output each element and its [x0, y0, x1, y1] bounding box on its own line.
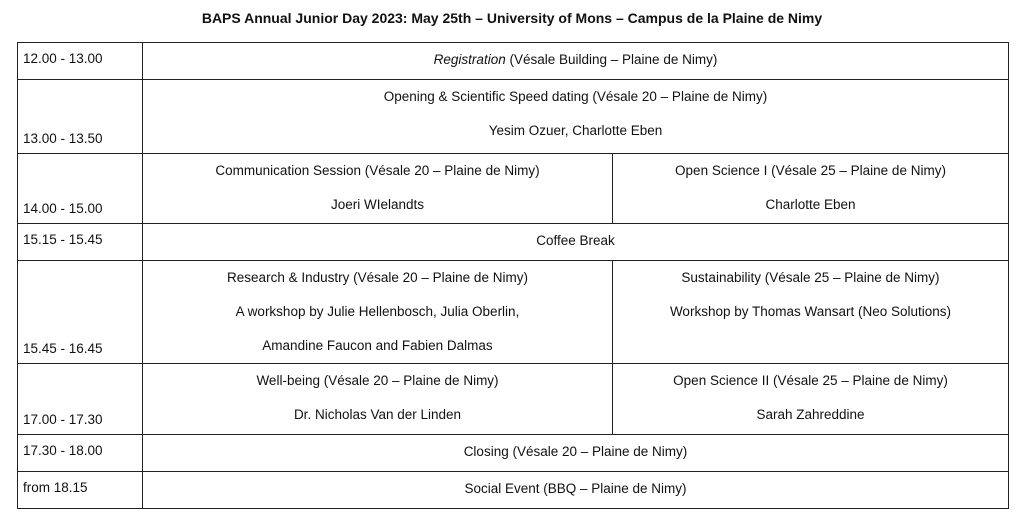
session-cell-left — [143, 261, 613, 364]
page-title: BAPS Annual Junior Day 2023: May 25th – University of Mons – Campus de la Plaine de Nimy — [201, 10, 823, 26]
session-cell-right — [613, 261, 1009, 364]
event-line: Workshop by Thomas Wansart (Neo Solutions) — [669, 304, 952, 319]
table-row — [18, 364, 1009, 435]
table-row — [18, 261, 1009, 364]
event-line: Closing (Vésale 20 – Plaine de Nimy) — [463, 444, 688, 459]
table-row — [18, 472, 1009, 509]
event-cell — [143, 224, 1009, 261]
event-line: Coffee Break — [536, 233, 615, 248]
table-row — [18, 80, 1009, 154]
event-emphasis: Registration — [433, 52, 506, 67]
event-cell — [143, 472, 1009, 509]
session-cell-right — [613, 364, 1009, 435]
event-rest: (Vésale Building – Plaine de Nimy) — [505, 52, 718, 67]
event-line: Yesim Ozuer, Charlotte Eben — [488, 123, 663, 138]
time-label: 17.30 - 18.00 — [23, 443, 103, 458]
time-label: from 18.15 — [23, 480, 88, 495]
event-line: Open Science I (Vésale 25 – Plaine de Nimy) — [675, 163, 946, 178]
time-cell — [18, 472, 143, 509]
time-label: 17.00 - 17.30 — [23, 412, 103, 427]
event-line: A workshop by Julie Hellenbosch, Julia Oberlin, — [235, 304, 520, 319]
time-label: 14.00 - 15.00 — [23, 201, 103, 216]
time-cell — [18, 80, 143, 154]
session-cell-left — [143, 154, 613, 224]
event-cell — [143, 43, 1009, 80]
time-cell — [18, 435, 143, 472]
time-cell — [18, 364, 143, 435]
event-line: Social Event (BBQ – Plaine de Nimy) — [464, 481, 687, 496]
event-cell — [143, 435, 1009, 472]
event-line — [143, 43, 1008, 77]
event-line: Joeri WIelandts — [330, 197, 425, 212]
event-line: Open Science II (Vésale 25 – Plaine de Nimy) — [673, 373, 948, 388]
event-line: Sarah Zahreddine — [756, 407, 865, 422]
event-line: Well-being (Vésale 20 – Plaine de Nimy) — [256, 373, 499, 388]
table-row — [18, 154, 1009, 224]
event-line: Communication Session (Vésale 20 – Plaine de Nimy) — [215, 163, 540, 178]
table-row — [18, 224, 1009, 261]
event-line: Dr. Nicholas Van der Linden — [293, 407, 462, 422]
event-line: Sustainability (Vésale 25 – Plaine de Nimy) — [681, 270, 940, 285]
event-line: Charlotte Eben — [765, 197, 856, 212]
table-row — [18, 435, 1009, 472]
session-cell-left — [143, 364, 613, 435]
time-cell — [18, 154, 143, 224]
event-line: Research & Industry (Vésale 20 – Plaine de Nimy) — [227, 270, 528, 285]
time-cell — [18, 224, 143, 261]
time-cell — [18, 261, 143, 364]
time-label: 12.00 - 13.00 — [23, 51, 103, 66]
event-cell — [143, 80, 1009, 154]
schedule-table — [17, 42, 1009, 509]
session-cell-right — [613, 154, 1009, 224]
event-line: Opening & Scientific Speed dating (Vésale 20 – Plaine de Nimy) — [383, 89, 768, 104]
table-row — [18, 43, 1009, 80]
time-cell — [18, 43, 143, 80]
event-line: Amandine Faucon and Fabien Dalmas — [262, 338, 493, 353]
time-label: 13.00 - 13.50 — [23, 131, 103, 146]
time-label: 15.45 - 16.45 — [23, 341, 103, 356]
time-label: 15.15 - 15.45 — [23, 232, 103, 247]
